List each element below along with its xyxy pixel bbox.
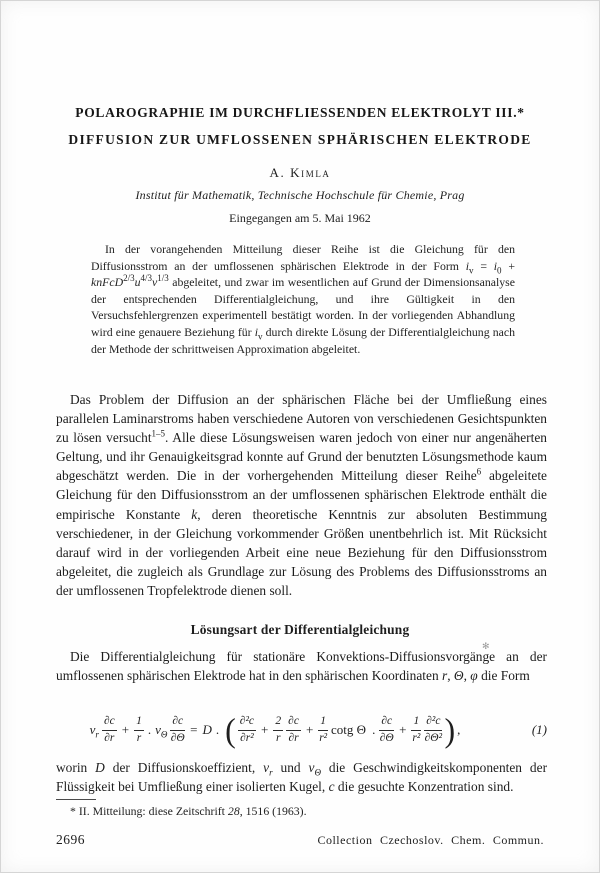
eq-term-vr: $v_r$ <box>89 722 99 740</box>
eq-cotg-term: cotg Θ <box>331 722 367 737</box>
page-number: 2696 <box>56 832 85 847</box>
equation-body <box>41 705 509 755</box>
footnote-text: * II. Mitteilung: diese Zeitschrift <box>70 804 228 818</box>
fraction: $\frac{2}{r}$ <box>275 715 282 744</box>
formula-operator: = <box>473 258 494 273</box>
formula-operator: + <box>501 258 515 273</box>
variable-c: c <box>328 779 335 795</box>
fraction: $\frac{1}{r}$ <box>136 715 142 744</box>
formula-term: i <box>493 258 498 273</box>
footnote-rule <box>56 799 96 800</box>
body-text: und <box>272 760 309 775</box>
formula-subscript: 0 <box>497 264 502 275</box>
section-heading: Lösungsart der Differentialgleichung <box>190 622 410 637</box>
page-footer <box>56 832 544 848</box>
paragraph-introduction <box>56 390 547 600</box>
body-text: der Diffusionskoeffizient, <box>104 760 264 775</box>
variable-phi: φ <box>470 668 478 684</box>
formula-superscript: 1/3 <box>157 273 169 284</box>
formula-term: u <box>134 275 141 290</box>
citation-superscript: 1–5 <box>151 428 166 439</box>
formula-term: i <box>254 324 259 339</box>
eq-operator: . <box>372 722 376 737</box>
formula-subscript: v <box>469 264 474 275</box>
body-text: die Geschwindigkeitskomponenten der Flüssigkeit bei Umfließung einer isolierten Kugel, <box>56 760 548 795</box>
eq-term-vtheta: $v_\Theta$ <box>155 722 168 740</box>
eq-operator: + <box>261 722 269 737</box>
fraction: $\frac{\partial c}{\partial\Theta}$ <box>170 715 185 744</box>
footnote-text: , 1516 (1963). <box>239 804 307 818</box>
body-text: die Form <box>477 668 530 684</box>
body-text: worin <box>56 760 96 775</box>
body-text: Die Differentialgleichung für stationäre Konvektions-Diffusionsvorgänge an der umflossenen sphärischen Elektrode hat in den sphärischen Koordinaten <box>56 649 547 684</box>
paper-title-line1: POLAROGRAPHIE IM DURCHFLIESSENDEN ELEKTROLYT III.* <box>75 105 525 120</box>
eq-term-D: D <box>202 722 212 737</box>
variable-vr: $v_r$ <box>263 760 273 778</box>
equation-number: (1) <box>531 722 547 737</box>
eq-comma: , <box>457 722 461 737</box>
formula-term: v <box>152 275 158 290</box>
abstract-text: In der vorangehenden Mitteilung dieser Reihe ist die Gleichung für den Diffusionsstrom an der umflossenen sphärischen Elektrode in der Form <box>91 242 515 273</box>
eq-operator: + <box>121 722 130 737</box>
body-text: , <box>463 668 471 684</box>
formula-superscript: 4/3 <box>140 273 153 284</box>
variable-k: k <box>191 506 198 522</box>
formula-term: knFcD <box>91 275 124 290</box>
body-text: , deren theoretische Kenntnis zur absoluten Bestimmung verschiedener, in der Gleichung vorkommender Größen unentbehrlich ist. Mit Rücksicht darauf wird in der vorliegenden Arbeit eine neue Beziehung für den Diffusionsstrom abgeleitet, die zugleich als Grundlage zur Lösung des Problems des Diffusionsstroms an der umflossenen Tropfelektrode dienen soll. <box>56 506 547 598</box>
footnote <box>56 804 547 819</box>
body-text: , <box>447 668 454 684</box>
body-text: die gesuchte Konzentration sind. <box>334 779 514 795</box>
fraction: $\frac{1}{\text{r²}}$ <box>319 715 328 744</box>
fraction: $\frac{\partial c}{\partial r}$ <box>288 715 299 744</box>
formula-superscript: 2/3 <box>123 273 135 284</box>
formula-subscript: v <box>258 331 263 342</box>
left-parenthesis: ( <box>225 710 236 749</box>
footnote-volume: 28 <box>227 804 240 818</box>
received-date: Eingegangen am 5. Mai 1962 <box>229 211 371 225</box>
abstract <box>91 241 515 357</box>
variable-r: r <box>442 668 448 684</box>
variable-theta: Θ <box>453 668 464 684</box>
citation-superscript: 6 <box>476 466 482 477</box>
fraction: $\frac{\text{∂²c}}{\text{∂Θ²}}$ <box>424 715 443 744</box>
eq-operator: = <box>190 722 198 737</box>
formula-term: i <box>465 258 470 273</box>
abstract-text: abgeleitet, und zwar im wesentlichen auf Grund der Dimensionsanalyse der entsprechenden Differentialgleichung, und ihre Gültigkeit in den Versuchsfehlergrenzen experimentell bestätigt worden. In der vorliegenden Abhandlung wird eine genauere Beziehung für <box>91 275 515 339</box>
body-text: . Alle diese Lösungsweisen waren jedoch von einer nur angenäherten Geltung, und ihr Genauigkeitsgrad konnte auf Grund der benutzten Lösungsmethode kaum abgeschätzt werden. Die in der vorhergehenden Mitteilung dieser Reihe <box>56 430 547 484</box>
author-name: A. Kimla <box>269 165 331 180</box>
author-affiliation: Institut für Mathematik, Technische Hochschule für Chemie, Prag <box>135 188 465 202</box>
variable-vtheta: $v_\Theta$ <box>308 760 321 778</box>
eq-operator: . <box>147 722 152 737</box>
right-parenthesis: ) <box>444 710 456 749</box>
fraction: $\frac{\partial c}{\partial r}$ <box>103 715 115 744</box>
eq-operator: . <box>215 722 220 737</box>
fraction: $\frac{\text{∂²c}}{\text{∂r²}}$ <box>239 715 255 744</box>
scan-artifact-mark: ✻ <box>482 641 490 651</box>
abstract-text: durch direkte Lösung der Differentialgleichung nach der Methode der schrittweisen Approximation abgeleitet. <box>91 324 515 356</box>
variable-D: D <box>95 760 105 775</box>
fraction: $\frac{1}{\text{r²}}$ <box>412 715 421 744</box>
body-text: abgeleitete Gleichung für den Diffusionsstrom an der umflossenen sphärischen Elektrode enthält die empirische Konstante <box>56 468 547 522</box>
body-text: Das Problem der Diffusion an der sphärischen Fläche bei der Umfließung eines parallelen Laminarstroms haben verschiedene Autoren von verschiedenen Gesichtspunkten zu lösen versucht <box>56 392 547 446</box>
eq-operator: + <box>399 722 407 737</box>
paragraph-equation-intro <box>56 647 547 685</box>
equation-1 <box>41 705 561 755</box>
journal-name: Collection Czechoslov. Chem. Commun. <box>317 833 544 847</box>
eq-operator: + <box>305 722 314 737</box>
paragraph-symbol-definitions <box>56 758 547 796</box>
paper-title-line2: DIFFUSION ZUR UMFLOSSENEN SPHÄRISCHEN ELEKTRODE <box>68 132 532 147</box>
fraction: $\frac{\partial c}{\partial\Theta}$ <box>379 715 394 744</box>
